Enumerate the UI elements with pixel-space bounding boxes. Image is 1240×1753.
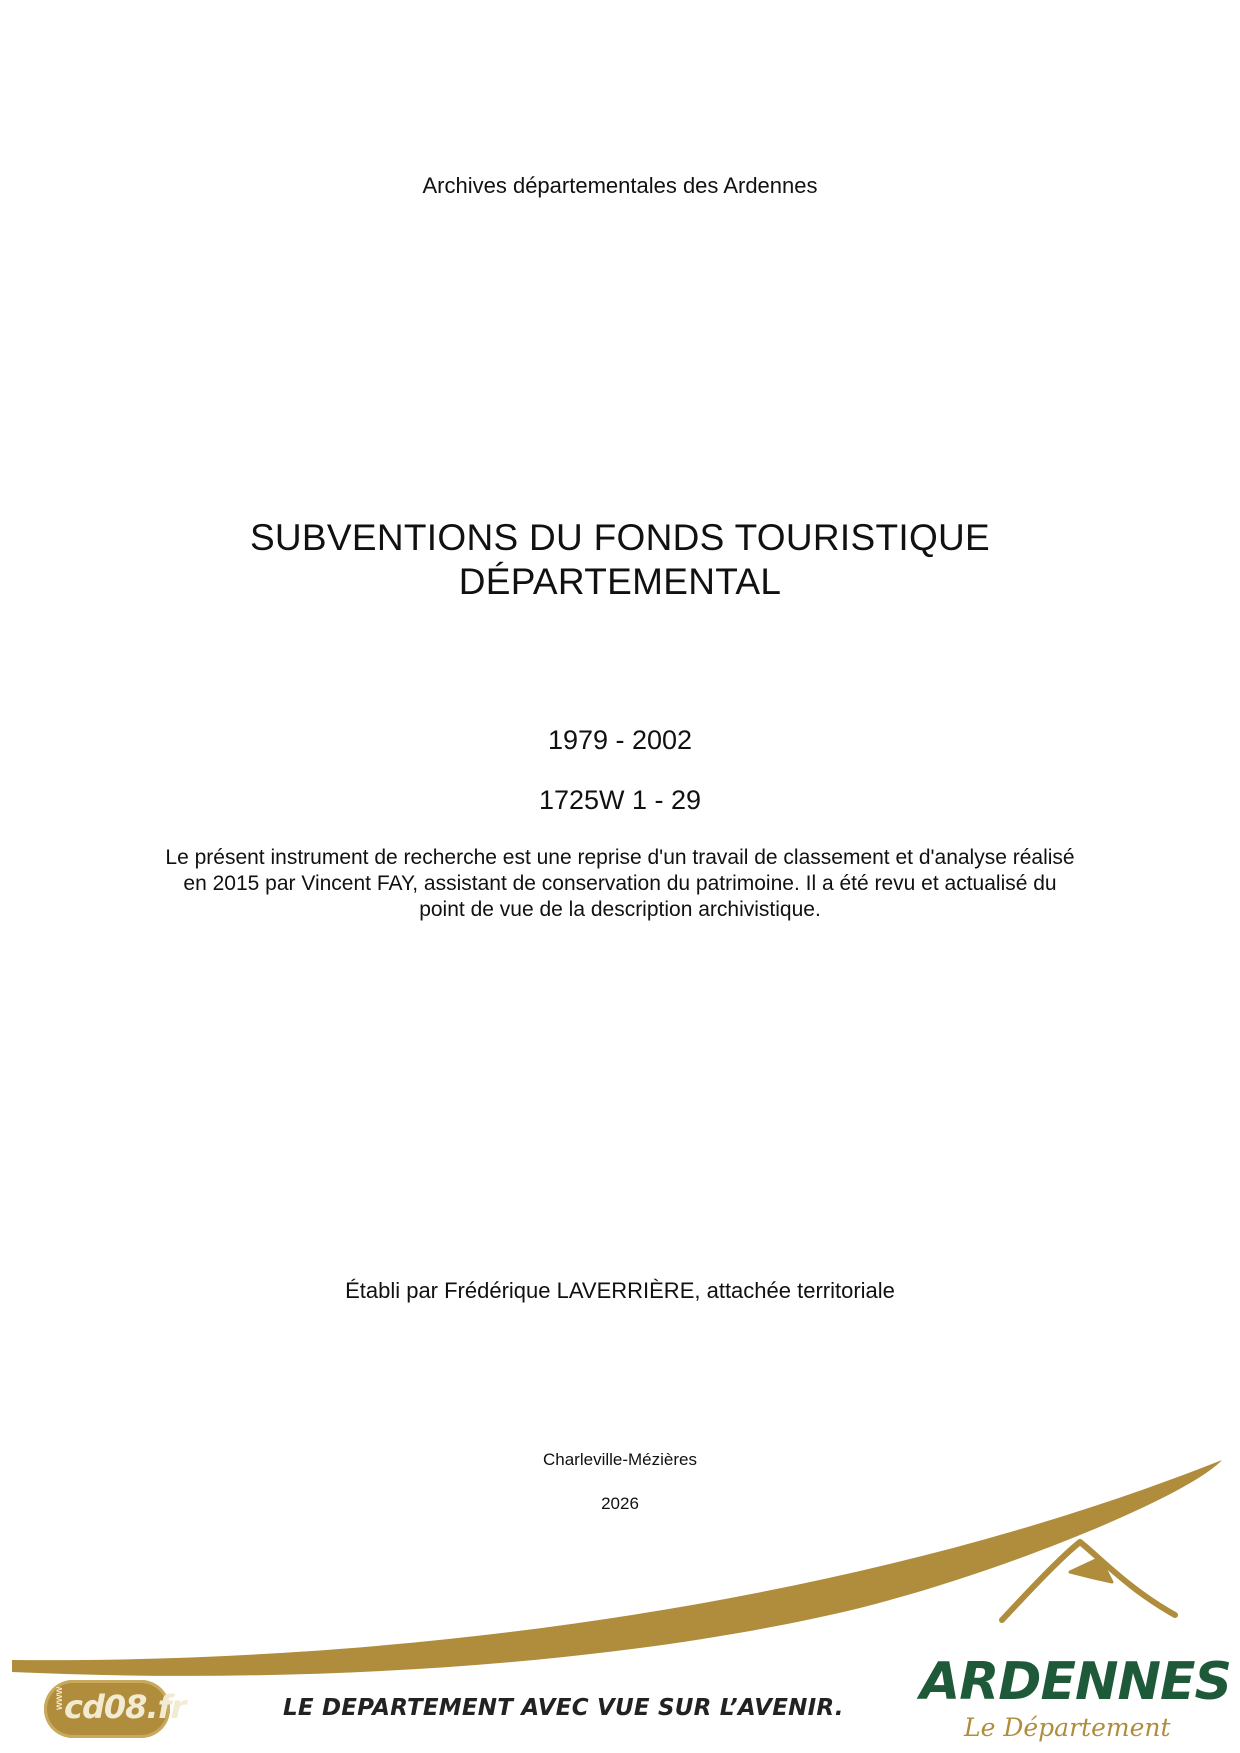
footer-slogan: LE DEPARTEMENT AVEC VUE SUR L’AVENIR.: [283, 1695, 844, 1721]
place-name: Charleville-Mézières: [543, 1450, 697, 1469]
archive-reference: 1725W 1 - 29: [538, 785, 702, 815]
cd08-logo-text: cd08.fr: [64, 1688, 186, 1726]
cd08-www-label: www: [54, 1686, 65, 1710]
ardennes-logo-text: ARDENNES: [920, 1652, 1231, 1712]
institution-name: Archives départementales des Ardennes: [422, 173, 818, 198]
document-title-line-1: SUBVENTIONS DU FONDS TOURISTIQUE: [249, 517, 991, 558]
document-title: [0, 516, 1240, 604]
gold-swoosh: [12, 1460, 1222, 1676]
description-paragraph: Le présent instrument de recherche est une reprise d'un travail de classement et d'analyse réalisé en 2015 par Vincent FAY, assistant de conservation du patrimoine. Il a été revu et actualisé du point de vue de la description archivistique.: [165, 846, 1075, 921]
document-title-line-2: DÉPARTEMENTAL: [458, 561, 782, 602]
publication-year: 2026: [601, 1494, 639, 1513]
ardennes-logo-subtitle: Le Département: [964, 1713, 1171, 1742]
date-range: 1979 - 2002: [547, 725, 693, 755]
cd08-logo: [44, 1680, 186, 1738]
author-credit: Établi par Frédérique LAVERRIÈRE, attachée territoriale: [345, 1278, 895, 1303]
